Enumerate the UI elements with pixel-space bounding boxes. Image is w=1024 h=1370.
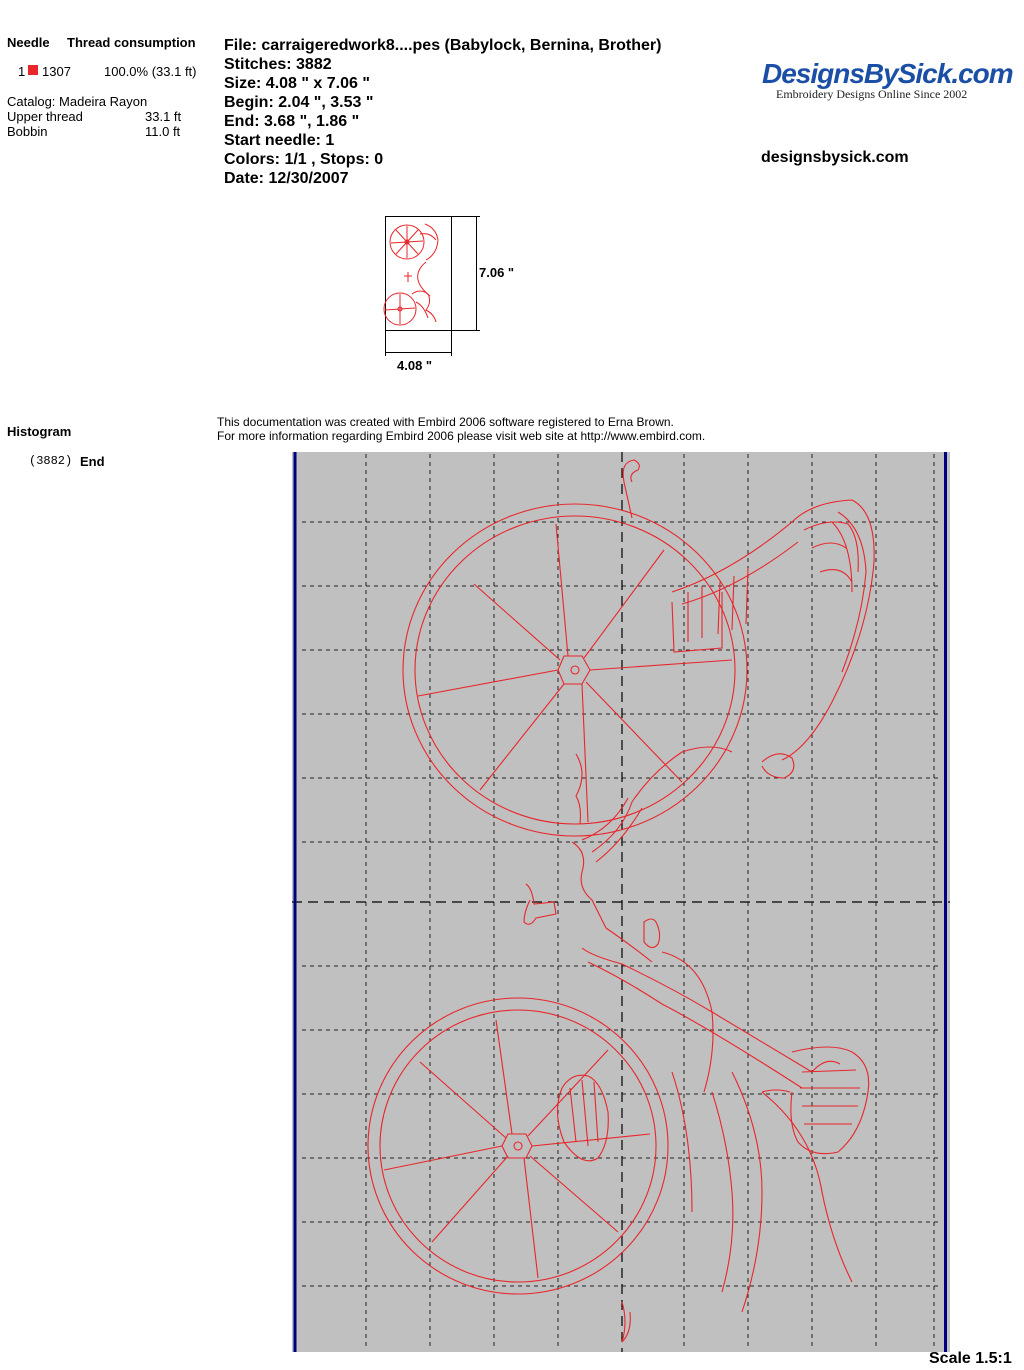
needle-header: Needle — [7, 35, 50, 50]
design-canvas — [292, 452, 950, 1352]
design-thumbnail — [380, 210, 530, 380]
upper-thread-value: 33.1 ft — [145, 109, 182, 124]
thread-consumption-header: Thread consumption — [67, 35, 196, 50]
thread-color-swatch — [28, 65, 38, 75]
file-info: File: carraigeredwork8....pes (Babylock, Bernina, Brother) — [224, 37, 662, 54]
credits-line-2: For more information regarding Embird 2006 please visit web site at http://www.embird.com. — [217, 429, 706, 443]
catalog-label: Catalog: Madeira Rayon — [7, 94, 148, 109]
thread-consumption-value: 100.0% (33.1 ft) — [104, 64, 197, 79]
needle-number: 1 — [18, 64, 26, 79]
thumbnail-height-label: 7.06 " — [479, 265, 515, 280]
bobbin-label: Bobbin — [7, 124, 48, 139]
start-needle-info: Start needle: 1 — [224, 132, 335, 149]
end-info: End: 3.68 ", 1.86 " — [224, 113, 360, 130]
credits-line-1: This documentation was created with Embird 2006 software registered to Erna Brown. — [217, 415, 674, 429]
thread-color-code: 1307 — [42, 64, 71, 79]
brand-url[interactable]: designsbysick.com — [761, 149, 909, 166]
colors-info: Colors: 1/1 , Stops: 0 — [224, 151, 384, 168]
brand-tagline: Embroidery Designs Online Since 2002 — [776, 87, 968, 101]
size-info: Size: 4.08 " x 7.06 " — [224, 75, 370, 92]
scale-label: Scale 1.5:1 — [929, 1350, 1012, 1367]
upper-thread-label: Upper thread — [7, 109, 83, 124]
histogram-entry-label: End — [80, 454, 105, 469]
bobbin-value: 11.0 ft — [145, 124, 181, 139]
brand-logo: DesignsBySick.com — [762, 58, 1013, 89]
histogram-entry-count: (3882) — [29, 454, 73, 468]
thumbnail-width-label: 4.08 " — [397, 358, 433, 373]
histogram-title: Histogram — [7, 424, 72, 439]
stitches-info: Stitches: 3882 — [224, 56, 332, 73]
begin-info: Begin: 2.04 ", 3.53 " — [224, 94, 374, 111]
date-info: Date: 12/30/2007 — [224, 170, 349, 187]
